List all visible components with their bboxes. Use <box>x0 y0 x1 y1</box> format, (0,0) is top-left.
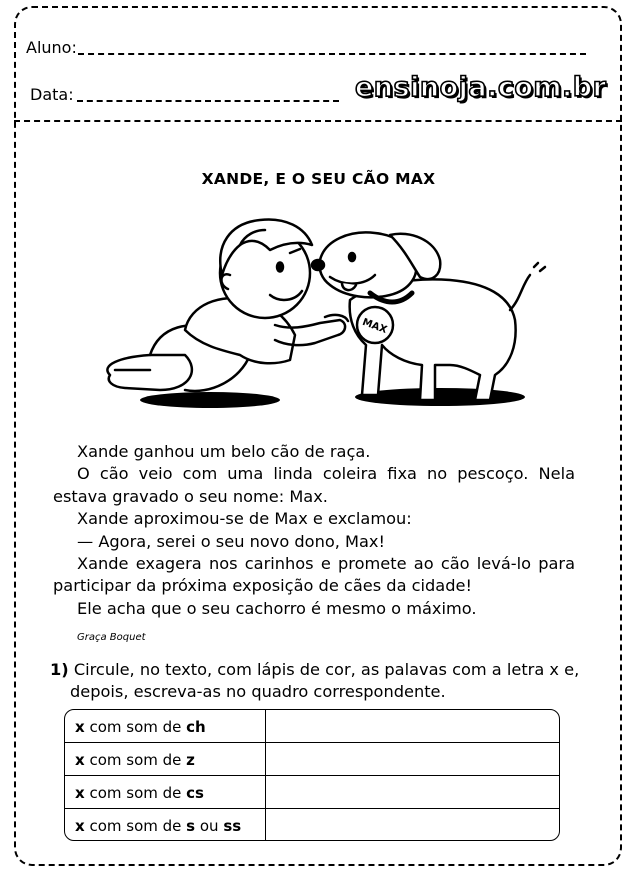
header-separator <box>14 120 622 122</box>
row-label: x com som de cs <box>75 784 204 802</box>
answer-cell-z[interactable] <box>265 743 559 775</box>
question-line-1 <box>50 659 580 681</box>
answer-cell-s-ss[interactable] <box>265 809 559 841</box>
student-name-field[interactable] <box>78 53 586 55</box>
student-name-label: Aluno: <box>26 38 77 57</box>
answer-cell-cs[interactable] <box>265 776 559 808</box>
row-label: x com som de z <box>75 751 195 769</box>
question-number: 1) <box>50 660 69 679</box>
story-paragraph: O cão veio com uma linda coleira fixa no pescoço. Nela estava gravado o seu nome: Max. <box>53 464 575 506</box>
table-row <box>65 710 559 743</box>
question-1 <box>50 659 580 703</box>
row-label: x com som de ch <box>75 718 206 736</box>
answer-cell-ch[interactable] <box>265 710 559 742</box>
row-label: x com som de s ou ss <box>75 817 242 835</box>
story-paragraph: Xande ganhou um belo cão de raça. <box>77 442 371 461</box>
answer-table <box>64 709 560 841</box>
story-paragraph: Xande exagera nos carinhos e promete ao cão levá-lo para participar da próxima exposição de cães da cidade! <box>53 554 575 596</box>
table-row <box>65 743 559 776</box>
story-paragraph: — Agora, serei o seu novo dono, Max! <box>77 531 385 551</box>
story-text <box>53 441 575 620</box>
story-title: XANDE, E O SEU CÃO MAX <box>201 170 436 188</box>
question-text: Circule, no texto, com lápis de cor, as palavas com a letra x e, <box>73 660 580 679</box>
story-paragraph: Ele acha que o seu cachorro é mesmo o máximo. <box>77 598 477 618</box>
boy-and-dog-illustration <box>90 205 550 425</box>
story-author: Graça Boquet <box>77 632 146 643</box>
date-label: Data: <box>30 85 74 104</box>
date-field[interactable] <box>77 100 339 102</box>
question-line-2: depois, escreva-as no quadro correspondente. <box>70 682 446 701</box>
brand-logo: ensinoja.com.br <box>355 72 607 103</box>
story-paragraph: Xande aproximou-se de Max e exclamou: <box>77 509 412 529</box>
table-row <box>65 809 559 841</box>
collar-tag-text: MAX <box>360 316 389 336</box>
table-row <box>65 776 559 809</box>
